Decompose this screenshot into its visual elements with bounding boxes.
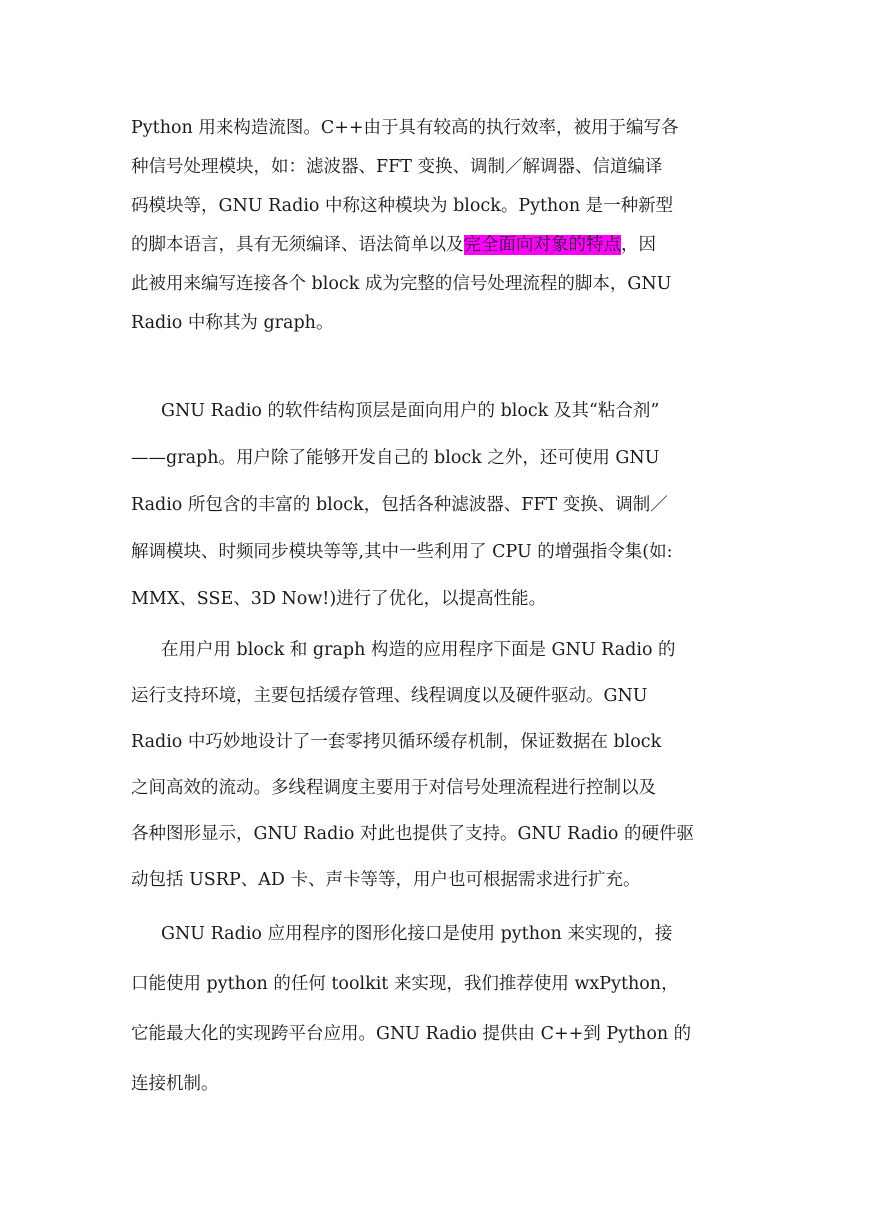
- text-line: 它能最大化的实现跨平台应用。GNU Radio 提供由 C++到 Python 的: [131, 1024, 692, 1044]
- text-segment: ，因: [621, 235, 656, 255]
- text-line: 之间高效的流动。多线程调度主要用于对信号处理流程进行控制以及: [131, 778, 656, 798]
- text-line: 此被用来编写连接各个 block 成为完整的信号处理流程的脚本，GNU: [131, 274, 672, 294]
- text-line: 连接机制。: [131, 1074, 219, 1094]
- text-line: Radio 中巧妙地设计了一套零拷贝循环缓存机制，保证数据在 block: [131, 732, 662, 752]
- highlighted-text: 完全面向对象的特点: [463, 235, 621, 255]
- paragraph-1: [131, 115, 741, 336]
- text-line: MMX、SSE、3D Now!)进行了优化，以提高性能。: [131, 589, 547, 609]
- text-segment: 的脚本语言，具有无须编译、语法简单以及: [131, 235, 464, 255]
- text-line: GNU Radio 应用程序的图形化接口是使用 python 来实现的，接: [161, 924, 673, 944]
- text-line: ——graph。用户除了能够开发自己的 block 之外，还可使用 GNU: [131, 448, 660, 468]
- text-line: 种信号处理模块，如：滤波器、FFT 变换、调制／解调器、信道编译: [131, 157, 663, 177]
- text-line: 解调模块、时频同步模块等等,其中一些利用了 CPU 的增强指令集(如:: [131, 542, 673, 562]
- text-line: 各种图形显示，GNU Radio 对此也提供了支持。GNU Radio 的硬件驱: [131, 824, 695, 844]
- text-line: 口能使用 python 的任何 toolkit 来实现，我们推荐使用 wxPython，: [131, 974, 679, 994]
- text-line: 动包括 USRP、AD 卡、声卡等等，用户也可根据需求进行扩充。: [131, 870, 641, 890]
- text-line: 码模块等，GNU Radio 中称这种模块为 block。Python 是一种新型: [131, 196, 674, 216]
- text-line: 在用户用 block 和 graph 构造的应用程序下面是 GNU Radio 的: [161, 640, 676, 660]
- text-line-with-highlight: [131, 232, 741, 258]
- text-line: Radio 所包含的丰富的 block，包括各种滤波器、FFT 变换、调制／: [131, 495, 668, 515]
- text-line: GNU Radio 的软件结构顶层是面向用户的 block 及其“粘合剂”: [161, 401, 660, 421]
- paragraph-3: [131, 637, 741, 893]
- paragraph-4: [131, 921, 741, 1097]
- paragraph-2: [131, 398, 741, 612]
- text-line: 运行支持环境，主要包括缓存管理、线程调度以及硬件驱动。GNU: [131, 686, 648, 706]
- text-line: Python 用来构造流图。C++由于具有较高的执行效率，被用于编写各: [131, 118, 679, 138]
- text-line: Radio 中称其为 graph。: [131, 313, 334, 333]
